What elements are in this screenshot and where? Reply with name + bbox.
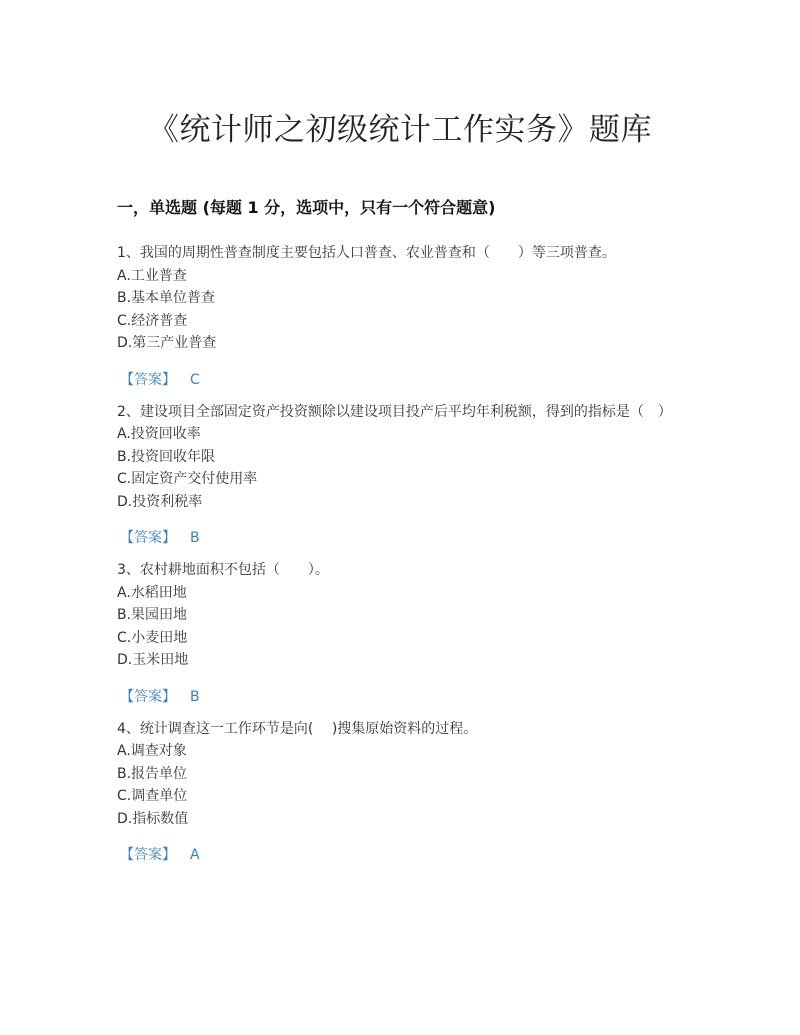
question-stem: 4、统计调查这一工作环节是向( )搜集原始资料的过程。 [117,720,478,737]
option-b: B.报告单位 [117,765,188,782]
option-a: A.水稻田地 [117,584,187,601]
answer-value: B [190,530,200,546]
option-c: C.调查单位 [117,788,188,804]
option-d: D.投资利税率 [117,493,203,510]
answer-line [120,369,677,391]
answer-line [120,844,677,866]
question-list [117,242,677,876]
question-stem: 2、建设项目全部固定资产投资额除以建设项目投产后平均年利税额，得到的指标是（ ） [117,403,672,420]
question-stem: 1、我国的周期性普查制度主要包括人口普查、农业普查和（ ）等三项普查。 [117,245,616,261]
answer-value: C [190,371,200,388]
option-b: B.果园田地 [117,607,188,623]
answer-line [120,527,677,549]
option-d: D.指标数值 [117,810,189,827]
answer-label: 【答案】 [120,847,176,863]
option-b: B.基本单位普查 [117,290,216,306]
answer-value: B [190,688,200,705]
answer-value: A [190,847,200,863]
answer-label: 【答案】 [120,371,176,388]
answer-label: 【答案】 [120,688,176,705]
option-b: B.投资回收年限 [117,448,216,465]
option-c: C.小麦田地 [117,629,188,646]
question-2 [117,401,677,550]
option-c: C.固定资产交付使用率 [117,471,258,487]
question-stem: 3、农村耕地面积不包括（ ）。 [117,562,329,578]
answer-line [120,686,677,708]
option-c: C.经济普查 [117,312,188,329]
section-heading: 一，单选题 (每题 1 分，选项中，只有一个符合题意) [117,198,496,217]
answer-label: 【答案】 [120,530,176,546]
option-d: D.玉米田地 [117,652,189,668]
option-a: A.调查对象 [117,743,187,759]
question-3 [117,559,677,708]
option-d: D.第三产业普查 [117,335,217,351]
option-a: A.工业普查 [117,267,187,284]
question-4 [117,718,677,867]
question-1 [117,242,677,391]
document-title: 《统计师之初级统计工作实务》题库 [148,112,652,148]
option-a: A.投资回收率 [117,426,201,442]
